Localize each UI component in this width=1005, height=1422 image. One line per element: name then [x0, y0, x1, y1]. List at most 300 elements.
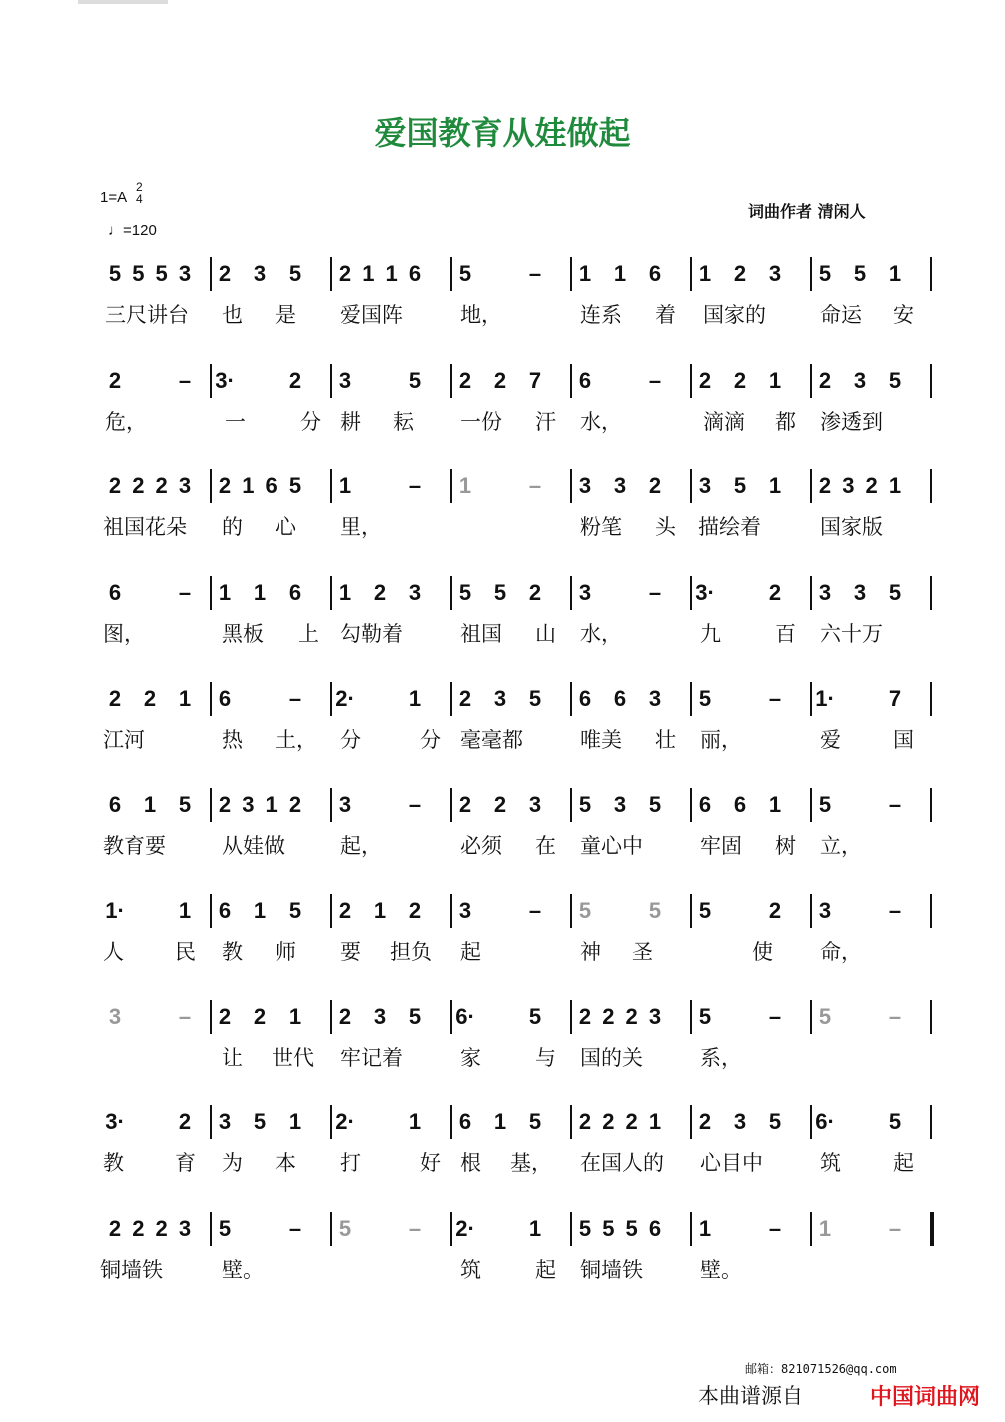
- note: 3: [853, 368, 867, 393]
- lyric: 牢固: [700, 834, 742, 858]
- source-label: 本曲谱源自: [698, 1384, 803, 1408]
- bar-line: [690, 788, 692, 822]
- note: 3: [242, 792, 255, 817]
- note: 2: [733, 368, 747, 393]
- note: 2: [458, 792, 472, 817]
- bar-line: [930, 788, 932, 822]
- note: 2: [178, 1109, 192, 1134]
- note: –: [648, 580, 662, 605]
- note: 5: [155, 261, 168, 286]
- note: 2·: [455, 1216, 475, 1241]
- note: –: [288, 686, 302, 711]
- note: 3: [408, 580, 422, 605]
- lyric: 筑: [820, 1151, 841, 1175]
- note: 2: [625, 1109, 638, 1134]
- note: 3: [493, 686, 507, 711]
- bar-line: [450, 469, 452, 503]
- note: 1: [888, 473, 902, 498]
- bar-line: [330, 469, 332, 503]
- note: 2: [108, 1216, 122, 1241]
- bar-line: [930, 364, 932, 398]
- lyrics-row: [0, 620, 1005, 652]
- note: 1: [458, 473, 472, 498]
- lyric: 牢记着: [340, 1046, 403, 1070]
- note: –: [178, 580, 192, 605]
- bar-line: [330, 682, 332, 716]
- lyric: 育: [175, 1151, 196, 1175]
- note: –: [768, 1004, 782, 1029]
- bar-line: [210, 682, 212, 716]
- note: –: [408, 473, 422, 498]
- note: 2: [733, 261, 747, 286]
- bar-line: [930, 1105, 932, 1139]
- note: 3: [458, 898, 472, 923]
- lyric: 命，: [820, 940, 862, 964]
- note: 5: [648, 898, 662, 923]
- note: 6·: [455, 1004, 475, 1029]
- lyric: 的: [222, 515, 243, 539]
- note: 2: [218, 1004, 232, 1029]
- lyric: 祖国花朵: [103, 515, 187, 539]
- lyric: 耘: [393, 410, 414, 434]
- note: 3: [373, 1004, 387, 1029]
- bar-line: [330, 1000, 332, 1034]
- note: 6: [458, 1109, 472, 1134]
- note: 2: [493, 792, 507, 817]
- note: 1: [242, 473, 255, 498]
- lyric: 好: [420, 1151, 441, 1175]
- note: 6: [613, 686, 627, 711]
- bar-line: [570, 576, 572, 610]
- bar-line: [570, 257, 572, 291]
- note: 6: [218, 686, 232, 711]
- note: –: [888, 792, 902, 817]
- bar-line: [450, 682, 452, 716]
- lyric: 心: [275, 515, 296, 539]
- tempo-value: =120: [123, 222, 157, 239]
- lyric: 在国人的: [580, 1151, 664, 1175]
- lyric: 起: [535, 1258, 556, 1282]
- bar-line: [450, 257, 452, 291]
- bar-line: [330, 576, 332, 610]
- lyric: 立，: [820, 834, 862, 858]
- note: 5: [288, 473, 302, 498]
- note: –: [528, 898, 542, 923]
- note: 1: [613, 261, 627, 286]
- lyric: 连系: [580, 303, 622, 327]
- note: 2: [108, 686, 122, 711]
- note: 5: [458, 580, 472, 605]
- note: 2: [625, 1004, 638, 1029]
- lyric: 分: [300, 410, 321, 434]
- note: 1: [385, 261, 398, 286]
- bar-line: [450, 364, 452, 398]
- note: 7: [888, 686, 902, 711]
- note: 2·: [335, 1109, 355, 1134]
- note: 3: [578, 580, 592, 605]
- bar-line: [810, 469, 812, 503]
- note: 2: [408, 898, 422, 923]
- note: 3: [842, 473, 855, 498]
- note: 5: [818, 1004, 832, 1029]
- notation-row: [0, 255, 1005, 295]
- bar-line: [690, 257, 692, 291]
- note: 1: [698, 1216, 712, 1241]
- note: –: [768, 686, 782, 711]
- note: 2: [528, 580, 542, 605]
- note: 3: [648, 1004, 662, 1029]
- note: –: [768, 1216, 782, 1241]
- bar-line: [930, 682, 932, 716]
- note: 5: [853, 261, 867, 286]
- note: 1: [178, 686, 192, 711]
- note: 5: [602, 1216, 615, 1241]
- note: 5: [253, 1109, 267, 1134]
- note: 5: [578, 792, 592, 817]
- lyric: 毫毫都: [460, 728, 523, 752]
- note: 5: [648, 792, 662, 817]
- note: 1: [493, 1109, 507, 1134]
- note: 2: [768, 898, 782, 923]
- bar-line: [810, 1000, 812, 1034]
- note: 2: [338, 261, 352, 286]
- lyric: 起: [460, 940, 481, 964]
- lyric: 描绘着: [698, 515, 761, 539]
- bar-line: [570, 1105, 572, 1139]
- note: 5: [338, 1216, 352, 1241]
- bar-line: [210, 469, 212, 503]
- note: 6: [733, 792, 747, 817]
- note: 1: [888, 261, 902, 286]
- bar-line: [930, 576, 932, 610]
- lyric: 一: [225, 410, 246, 434]
- bar-line: [810, 894, 812, 928]
- note: 2: [818, 473, 832, 498]
- lyric: 百: [775, 622, 796, 646]
- note: 5: [818, 261, 832, 286]
- lyric: 基，: [510, 1151, 552, 1175]
- lyric: 师: [275, 940, 296, 964]
- lyric: 江河: [103, 728, 145, 752]
- note: 3: [178, 1216, 192, 1241]
- lyric: 三尺讲台: [105, 303, 189, 327]
- bar-line: [570, 682, 572, 716]
- note: 2: [493, 368, 507, 393]
- note: 2: [338, 898, 352, 923]
- note: 1: [253, 898, 267, 923]
- lyric: 粉笔: [580, 515, 622, 539]
- bar-line: [210, 1000, 212, 1034]
- note: 5: [178, 792, 192, 817]
- note: 2: [578, 1109, 592, 1134]
- bar-line: [930, 1212, 934, 1246]
- lyric: 耕: [340, 410, 361, 434]
- note: 1: [338, 580, 352, 605]
- note: 2: [698, 1109, 712, 1134]
- note: 5: [733, 473, 747, 498]
- lyric: 童心中: [580, 834, 643, 858]
- note: 5: [528, 1109, 542, 1134]
- lyric: 树: [775, 834, 796, 858]
- note: 5: [458, 261, 472, 286]
- note: 5: [625, 1216, 638, 1241]
- bar-line: [810, 788, 812, 822]
- notation-row: [0, 1210, 1005, 1250]
- bar-line: [210, 1105, 212, 1139]
- bar-line: [570, 364, 572, 398]
- lyric: 头: [655, 515, 676, 539]
- lyrics-row: [0, 832, 1005, 864]
- bar-line: [690, 1212, 692, 1246]
- note: 5: [698, 1004, 712, 1029]
- bar-line: [330, 894, 332, 928]
- notation-row: [0, 467, 1005, 507]
- note: 1: [648, 1109, 662, 1134]
- note: 6: [648, 261, 662, 286]
- bar-line: [330, 788, 332, 822]
- note: 3·: [215, 368, 235, 393]
- lyric: 圣: [632, 940, 653, 964]
- lyric: 水，: [580, 622, 622, 646]
- lyric: 担负: [390, 940, 432, 964]
- site-logo-text: 中国词曲网: [870, 1385, 981, 1410]
- note: 1: [288, 1109, 302, 1134]
- lyric: 国家的: [703, 303, 766, 327]
- bar-line: [690, 576, 692, 610]
- lyrics-row: [0, 1256, 1005, 1288]
- bar-line: [810, 364, 812, 398]
- bar-line: [210, 894, 212, 928]
- lyric: 土，: [275, 728, 317, 752]
- note: 3: [528, 792, 542, 817]
- lyric: 爱国阵: [340, 303, 403, 327]
- bar-line: [690, 1105, 692, 1139]
- bar-line: [210, 364, 212, 398]
- note: 3: [768, 261, 782, 286]
- bar-line: [330, 257, 332, 291]
- bar-line: [690, 682, 692, 716]
- bar-line: [810, 257, 812, 291]
- note: 5: [818, 792, 832, 817]
- notation-row: [0, 1103, 1005, 1143]
- note: 1: [768, 473, 782, 498]
- note: 2: [143, 686, 157, 711]
- note: –: [408, 792, 422, 817]
- note: 2: [218, 473, 232, 498]
- note: 3: [818, 580, 832, 605]
- note: 3: [648, 686, 662, 711]
- lyric: 是: [275, 303, 296, 327]
- note: 1: [528, 1216, 542, 1241]
- bar-line: [930, 257, 932, 291]
- note: 2: [373, 580, 387, 605]
- bar-line: [330, 1212, 332, 1246]
- notation-row: [0, 786, 1005, 826]
- note: 1: [768, 368, 782, 393]
- lyric: 黑板: [222, 622, 264, 646]
- bar-line: [330, 1105, 332, 1139]
- time-signature: [136, 181, 143, 205]
- note: –: [888, 1216, 902, 1241]
- note: 1: [265, 792, 278, 817]
- note: –: [888, 1004, 902, 1029]
- bar-line: [570, 1212, 572, 1246]
- lyric: 世代: [272, 1046, 314, 1070]
- note: 2: [155, 1216, 168, 1241]
- lyric: 国: [893, 728, 914, 752]
- bar-line: [450, 576, 452, 610]
- note: 3: [853, 580, 867, 605]
- note: –: [648, 368, 662, 393]
- lyric: 与: [535, 1046, 556, 1070]
- lyrics-row: [0, 726, 1005, 758]
- lyric: 人: [103, 940, 124, 964]
- note: 2: [132, 1216, 145, 1241]
- bar-line: [930, 1000, 932, 1034]
- note: 5: [108, 261, 122, 286]
- bar-line: [210, 257, 212, 291]
- lyric: 都: [775, 410, 796, 434]
- note: –: [528, 261, 542, 286]
- lyric: 壮: [655, 728, 676, 752]
- bar-line: [210, 576, 212, 610]
- lyric: 汗: [535, 410, 556, 434]
- note: 5: [132, 261, 145, 286]
- bar-line: [330, 364, 332, 398]
- note: 1: [338, 473, 352, 498]
- lyrics-row: [0, 513, 1005, 545]
- notation-row: [0, 574, 1005, 614]
- note: 5: [528, 686, 542, 711]
- bar-line: [690, 1000, 692, 1034]
- lyric: 让: [222, 1046, 243, 1070]
- lyric: 教: [103, 1151, 124, 1175]
- note: 2: [288, 792, 302, 817]
- lyric: 必须: [460, 834, 502, 858]
- note: 1: [408, 1109, 422, 1134]
- lyric: 壁。: [700, 1258, 742, 1282]
- bar-line: [930, 469, 932, 503]
- note: 1: [253, 580, 267, 605]
- note: 3: [178, 261, 192, 286]
- note: 1: [143, 792, 157, 817]
- note: 5: [408, 368, 422, 393]
- lyric: 教育要: [103, 834, 166, 858]
- note: 3: [613, 792, 627, 817]
- note: –: [888, 898, 902, 923]
- note: 6: [108, 580, 122, 605]
- lyric: 图，: [103, 622, 145, 646]
- note: 3: [178, 473, 192, 498]
- lyric: 从娃做: [222, 834, 285, 858]
- lyric: 九: [700, 622, 721, 646]
- note: 5: [768, 1109, 782, 1134]
- note: 5: [888, 368, 902, 393]
- bar-line: [570, 788, 572, 822]
- note: 3: [338, 368, 352, 393]
- lyric: 国的关: [580, 1046, 643, 1070]
- note: 1: [408, 686, 422, 711]
- lyric: 国家版: [820, 515, 883, 539]
- lyric: 爱: [820, 728, 841, 752]
- lyric: 为: [222, 1151, 243, 1175]
- key-signature: 1=A: [100, 189, 128, 206]
- lyrics-row: [0, 301, 1005, 333]
- note: 2: [288, 368, 302, 393]
- notation-row: [0, 998, 1005, 1038]
- note: 6: [578, 686, 592, 711]
- bar-line: [690, 894, 692, 928]
- lyric: 滴滴: [703, 410, 745, 434]
- bar-line: [810, 576, 812, 610]
- note: –: [408, 1216, 422, 1241]
- notation-row: [0, 892, 1005, 932]
- lyric: 分: [420, 728, 441, 752]
- bar-line: [930, 894, 932, 928]
- note: 2: [602, 1004, 615, 1029]
- note: 3: [578, 473, 592, 498]
- bar-line: [450, 788, 452, 822]
- time-signature-top: 2: [136, 180, 143, 194]
- note: 2: [108, 368, 122, 393]
- bar-line: [810, 1105, 812, 1139]
- note: 6: [408, 261, 422, 286]
- note: 6: [265, 473, 278, 498]
- lyric: 唯美: [580, 728, 622, 752]
- note: 2: [155, 473, 168, 498]
- lyric: 危，: [105, 410, 147, 434]
- note: 2: [698, 368, 712, 393]
- lyric: 水，: [580, 410, 622, 434]
- lyric: 着: [655, 303, 676, 327]
- lyric: 根: [460, 1151, 481, 1175]
- note: 2: [602, 1109, 615, 1134]
- lyrics-row: [0, 1149, 1005, 1181]
- lyric: 神: [580, 940, 601, 964]
- lyric: 心目中: [700, 1151, 763, 1175]
- author-credit: 词曲作者 清闲人: [748, 202, 866, 221]
- note: 5: [218, 1216, 232, 1241]
- note: 6: [288, 580, 302, 605]
- note: 3·: [695, 580, 715, 605]
- note: 5: [288, 898, 302, 923]
- lyric: 起: [893, 1151, 914, 1175]
- lyric: 要: [340, 940, 361, 964]
- lyric: 在: [535, 834, 556, 858]
- notation-row: [0, 680, 1005, 720]
- bar-line: [210, 788, 212, 822]
- note: 6·: [815, 1109, 835, 1134]
- note: 2: [648, 473, 662, 498]
- note: 2: [458, 686, 472, 711]
- note: 3: [338, 792, 352, 817]
- bar-line: [690, 364, 692, 398]
- notation-row: [0, 362, 1005, 402]
- note: 1: [218, 580, 232, 605]
- note: 3: [253, 261, 267, 286]
- lyric: 也: [222, 303, 243, 327]
- bar-line: [450, 1212, 452, 1246]
- lyric: 上: [298, 622, 319, 646]
- bar-line: [690, 469, 692, 503]
- lyric: 教: [222, 940, 243, 964]
- note: –: [178, 368, 192, 393]
- note: 3: [733, 1109, 747, 1134]
- note: –: [178, 1004, 192, 1029]
- note: 6: [698, 792, 712, 817]
- lyric: 安: [893, 303, 914, 327]
- song-title: 爱国教育从娃做起: [374, 114, 631, 152]
